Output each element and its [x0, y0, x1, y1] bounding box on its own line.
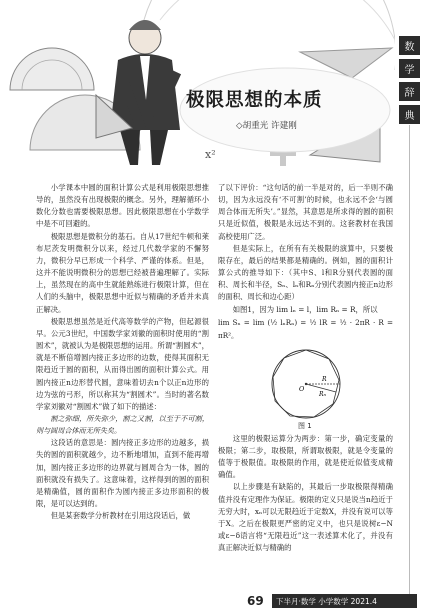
- paragraph: 但是某套数学分析教材在引用这段话后，做: [50, 511, 191, 521]
- paragraph: 这段话的意思是：圆内接正多边形的边越多，损失的圆的面积就越少，边不断地增加，直到不能再增加，圆内接正多边形的边界就与圆周合为一体，圆的面积就没有损失了。这意味着，这样得到的圆的面积是精确值，圆的面积作为圆内接正多边形面积的极限，是可以达到的。: [36, 438, 209, 509]
- right-column: [218, 182, 393, 554]
- quotation: 割之弥细，所失弥少，割之又割，以至于不可割，则与圆周合体而无所失矣。: [36, 413, 209, 436]
- figure-label-rn: Rₙ: [319, 390, 326, 398]
- article-authors: ◇胡重光 许建刚: [236, 121, 297, 131]
- section-tab-char: 辞: [399, 82, 420, 101]
- section-tab-char: 学: [399, 59, 420, 78]
- paragraph: 如图1，因为 lim lₙ = l，lim Rₙ = R，所以: [232, 304, 378, 314]
- paragraph: 了以下评价：“这句话的前一半是对的，后一半则不确切，因为永远没有‘不可割’的时候，也永远不会‘与圆周合体而无所失’。”显然，其意思是所求得的圆的面积只是近似值，极限是永远达不到的。这套教材在我国高校使用广泛。: [218, 183, 393, 241]
- section-tab-char: 数: [399, 36, 420, 55]
- area-formula: lim Sₙ = lim (½ lₙRₙ) = ½ lR = ½ · 2πR · R = πR²。: [218, 317, 393, 340]
- paragraph: 以上步骤是有缺陷的，其最后一步取极限得精确值并没有定理作为保证。极限的定义只是说当n趋近于无穷大时，xₙ可以无限趋近于定数X，并没有说可以等于X。之后在极限更严密的定义中，也只是说树ε−N或ε−δ语言将“无限趋近”这一表述算术化了，并没有真正解决近似与精确的: [218, 482, 393, 553]
- svg-text:x²: x²: [205, 148, 216, 161]
- margin-divider: [409, 125, 410, 595]
- section-tab-char: 典: [399, 105, 420, 124]
- figure-caption: 图 1: [298, 421, 312, 430]
- paragraph: 这里的极限运算分为两步：第一步，确定变量的极限；第二步，取极限，所谓取极限，就是令变量的值等于极限值。取极限的作用，就是使近似值变成精确值。: [218, 433, 393, 480]
- page-number: 69: [247, 594, 264, 608]
- left-column: [36, 182, 209, 522]
- paragraph: 极限思想虽然是近代高等数学的产物，但起源很早。公元3世纪，中国数学家刘徽的面积时使用的“割圆术”，就被认为是极限思想的运用。所谓“割圆术”，就是不断倍增圆内接正多边形的边数，使得其面积无限趋近于圆的面积，从而得出圆的面积计算公式。用圆内接正n边形替代圆，意味着切去n个以正n边形的边为弦的弓形，所以称其为“割圆术”。当时的著名数学家刘徽对“割圆术”做了如下的描述：: [36, 316, 209, 411]
- article-title: 极限思想的本质: [186, 90, 323, 111]
- journal-footer: 下半月·数学 小学数学 2021.4: [272, 594, 417, 608]
- header-illustration: [0, 0, 395, 172]
- paragraph: 小学课本中圆的面积计算公式是利用极限思想推导的，虽然没有出现极限的概念。另外，理解循环小数化分数也需要极限思想。因此极限思想在小学数学中是不可回避的。: [36, 183, 209, 229]
- figure-1: [218, 344, 393, 432]
- section-tab: [399, 36, 420, 128]
- inscribed-polygon-diagram: [218, 344, 393, 432]
- paragraph: 但是实际上，在所有有关极限的演算中，只要极限存在，最后的结果都是精确的。例如，圆的面积计算公式的推导如下：（其中S、l和R分别代表圆的面积、周长和半径，Sₙ、lₙ和Rₙ分别代表圆内接正n边形的面积、周长和边心距）: [218, 243, 393, 302]
- figure-label-o: O: [299, 384, 305, 393]
- paragraph: 极限思想是微积分的基石。自从17世纪牛顿和莱布尼茨发明微积分以来，经过几代数学家的不懈努力，微积分早已形成一个科学、严谨的体系。但是，这并不能说明微积分的思想已经被普遍理解了。实际上，虽然现在的高中生就能熟练进行极限计算，但在人们的头脑中，极限思想中近似与精确的矛盾并未真正解决。: [36, 231, 209, 314]
- figure-label-r: R: [322, 375, 327, 383]
